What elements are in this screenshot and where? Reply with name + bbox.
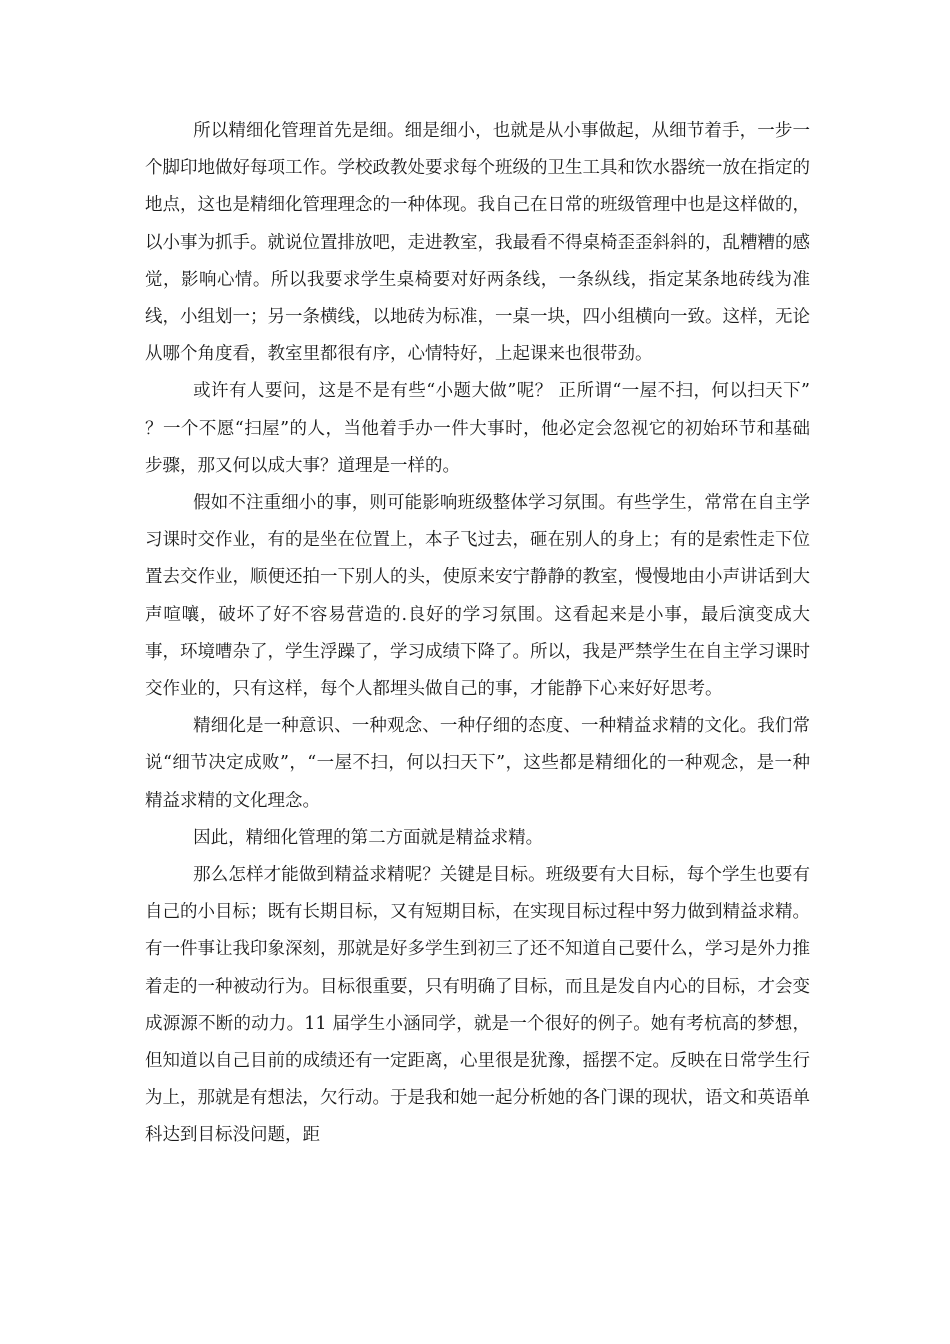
paragraph-3: 假如不注重细小的事，则可能影响班级整体学习氛围。有些学生，常常在自主学习课时交作业，有的是坐在位置上，本子飞过去，砸在别人的身上；有的是索性走下位置去交作业，顺便还拍一下别人的头，使原来安宁静静的教室，慢慢地由小声讲话到大声喧嚷，破坏了好不容易营造的.良好的学习氛围。这看起来是小事，最后演变成大事，环境嘈杂了，学生浮躁了，学习成绩下降了。所以，我是严禁学生在自主学习课时交作业的，只有这样，每个人都埋头做自己的事，才能静下心来好好思考。 xyxy=(145,493,810,700)
paragraph-5: 因此，精细化管理的第二方面就是精益求精。 xyxy=(193,827,544,848)
paragraph-4: 精细化是一种意识、一种观念、一种仔细的态度、一种精益求精的文化。我们常说“细节决定成败”，“一屋不扫，何以扫天下”，这些都是精细化的一种观念，是一种精益求精的文化理念。 xyxy=(145,716,810,811)
paragraph-1: 所以精细化管理首先是细。细是细小，也就是从小事做起，从细节着手，一步一个脚印地做好每项工作。学校政教处要求每个班级的卫生工具和饮水器统一放在指定的地点，这也是精细化管理理念的一种体现。我自己在日常的班级管理中也是这样做的，以小事为抓手。就说位置排放吧，走进教室，我最看不得桌椅歪歪斜斜的，乱糟糟的感觉，影响心情。所以我要求学生桌椅要对好两条线，一条纵线，指定某条地砖线为准线，小组划一；另一条横线，以地砖为标准，一桌一块，四小组横向一致。这样，无论从哪个角度看，教室里都很有序，心情特好，上起课来也很带劲。 xyxy=(145,121,810,365)
document-body xyxy=(145,113,810,1155)
paragraph-6: 那么怎样才能做到精益求精呢？关键是目标。班级要有大目标，每个学生也要有自己的小目标；既有长期目标，又有短期目标，在实现目标过程中努力做到精益求精。有一件事让我印象深刻，那就是好多学生到初三了还不知道自己要什么，学习是外力推着走的一种被动行为。目标很重要，只有明确了目标，而且是发自内心的目标，才会变成源源不断的动力。11 届学生小涵同学，就是一个很好的例子。她有考杭高的梦想，但知道以自己目前的成绩还有一定距离，心里很是犹豫，摇摆不定。反映在日常学生行为上，那就是有想法，欠行动。于是我和她一起分析她的各门课的现状，语文和英语单科达到目标没问题，距 xyxy=(145,865,810,1146)
paragraph-2: 或许有人要问，这是不是有些“小题大做”呢？ 正所谓“一屋不扫，何以扫天下” ？一个不愿“扫屋”的人，当他着手办一件大事时，他必定会忽视它的初始环节和基础步骤，那又何以成大事？道理是一样的。 xyxy=(145,381,810,476)
